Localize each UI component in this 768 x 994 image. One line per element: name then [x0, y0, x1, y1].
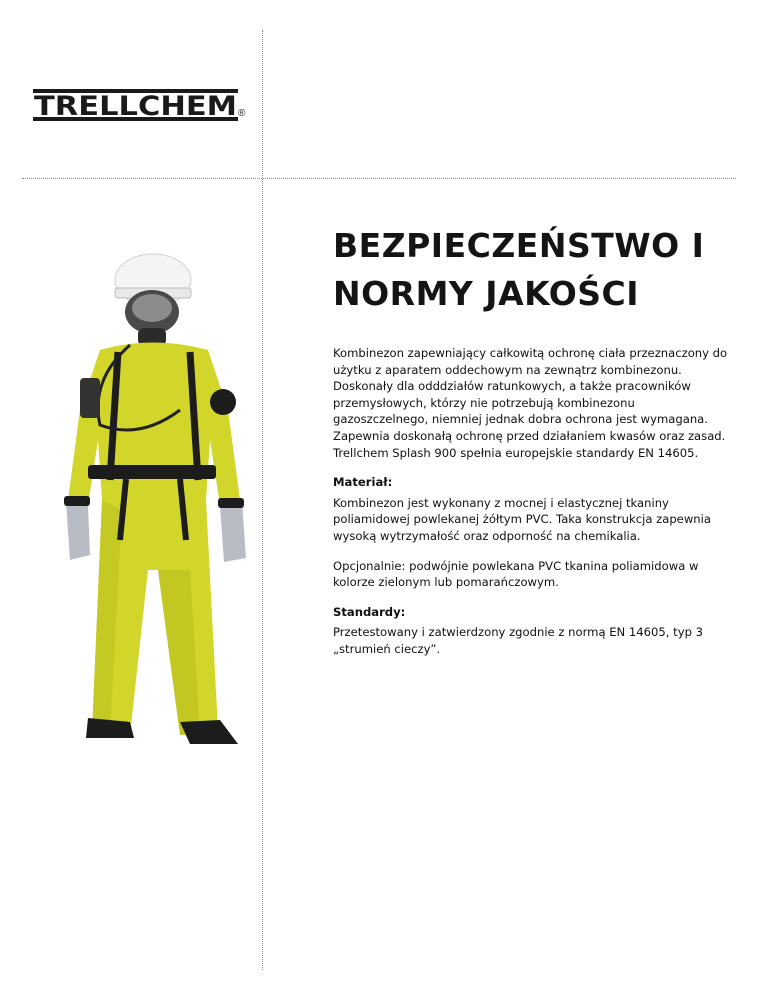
logo-mark: [33, 89, 248, 121]
trellchem-logo: [33, 89, 248, 119]
suit-illustration: [30, 250, 260, 760]
title-line-1: BEZPIECZEŃSTWO I: [333, 226, 705, 265]
registered-mark: ®: [238, 108, 246, 119]
material-heading: Materiał:: [333, 475, 393, 490]
main-content: [333, 345, 733, 671]
intro-paragraph: Kombinezon zapewniający całkowitą ochronę ciała przeznaczony do użytku z aparatem oddechowym na zewnątrz kombinezonu. Doskonały dla odddziałów ratunkowych, a także pracowników przemysłowych, którzy nie potrzebują kombinezonu gazoszczelnego, niemniej jednak dobra ochrona jest wymagana. Zapewnia doskonałą ochronę przed działaniem kwasów oraz zasad. Trellchem Splash 900 spełnia europejskie standardy EN 14605.: [333, 346, 728, 460]
vertical-dotted-divider: [262, 30, 263, 970]
chemical-suit-photo: [30, 250, 260, 760]
standards-heading: Standardy:: [333, 604, 406, 619]
page-title: [333, 222, 743, 318]
optional-paragraph: Opcjonalnie: podwójnie powlekana PVC tkanina poliamidowa w kolorze zielonym lub pomarańczowym.: [333, 558, 699, 590]
title-line-2: NORMY JAKOŚCI: [333, 274, 640, 313]
standards-paragraph: Przetestowany i zatwierdzony zgodnie z normą EN 14605, typ 3 „strumień cieczy”.: [333, 625, 703, 656]
logo-text: TRELLCHEM: [34, 91, 237, 121]
horizontal-dotted-divider: [22, 178, 736, 179]
material-paragraph: Kombinezon jest wykonany z mocnej i elastycznej tkaniny poliamidowej powlekanej żółtym PVC. Taka konstrukcja zapewnia wysoką wytrzymałość oraz odporność na chemikalia.: [333, 495, 711, 543]
